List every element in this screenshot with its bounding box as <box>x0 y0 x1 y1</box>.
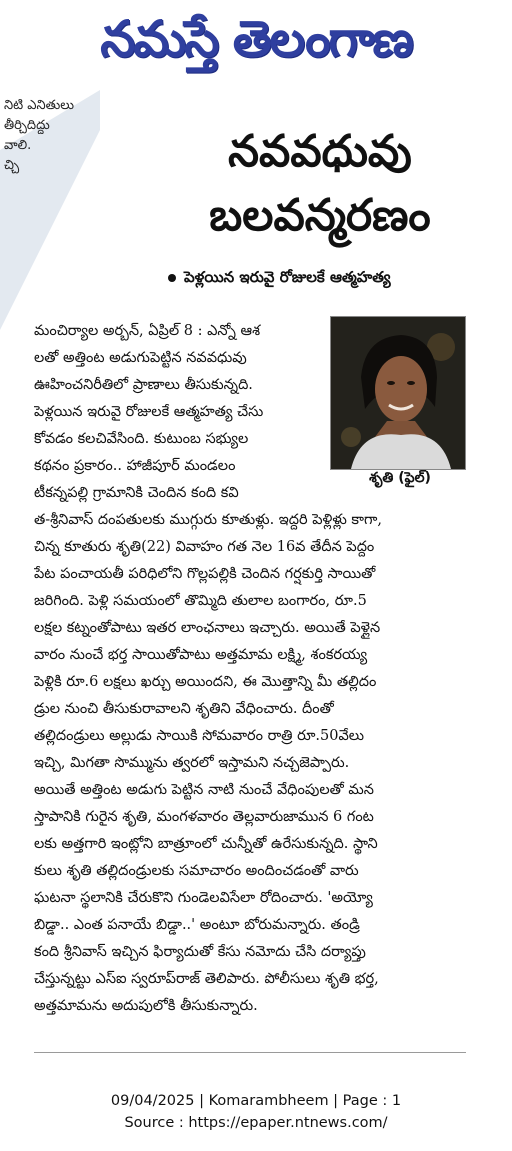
masthead <box>0 0 512 80</box>
fragment-line: నిటి ఎనితులు <box>4 98 74 113</box>
subhead-text: పెళ్లయిన ఇరువై రోజులకే ఆత్మహత్య <box>184 268 391 286</box>
body-line: కులు శృతి తల్లిదండ్రులకు సమాచారం అందించడంతో వారు <box>34 863 359 879</box>
footer-divider <box>34 1052 466 1053</box>
body-line: అయితే అత్తింట అడుగు పెట్టిన నాటి నుంచే వేధింపులతో మన <box>34 782 374 798</box>
body-line: చేస్తున్నట్టు ఎస్ఐ స్వరూప్‌రాజ్ తెలిపారు. పోలీసులు శృతి భర్త, <box>34 971 379 987</box>
newspaper-logo: నమస్తే తెలంగాణ <box>100 10 412 68</box>
previous-article-fragment <box>0 96 90 186</box>
body-line: డ్రుల నుంచి తీసుకురావాలని శృతిని వేధించారు. దీంతో <box>34 701 334 717</box>
body-line: మంచిర్యాల అర్బన్, ఏప్రిల్ 8 : ఎన్నో ఆశ <box>34 323 261 339</box>
article-subheadline <box>168 268 498 290</box>
article-headline <box>150 120 490 248</box>
fragment-line: తీర్చిదిద్దు <box>4 118 50 133</box>
body-line: త-శ్రీనివాస్ దంపతులకు ముగ్గురు కూతుళ్లు. ఇద్దరి పెళ్లిళ్లు కాగా, <box>34 512 382 528</box>
body-line: స్తాపానికి గురైన శృతి, మంగళవారం తెల్లవారుజామున 6 గంట <box>34 809 374 825</box>
footer-source: Source : https://epaper.ntnews.com/ <box>124 1115 388 1131</box>
body-line: బిడ్డా.. ఎంత పనాయే బిడ్డా..' అంటూ బోరుమన్నారు. తండ్రి <box>34 917 360 933</box>
body-line: కంది శ్రీనివాస్ ఇచ్చిన ఫిర్యాదుతో కేసు నమోదు చేసి దర్యాప్తు <box>34 944 366 960</box>
body-line: పెళ్లికి రూ.6 లక్షలు ఖర్చు అయిందని, ఈ మొత్తాన్ని మీ తల్లిదం <box>34 674 377 690</box>
fragment-line: చ్చి <box>4 158 20 173</box>
body-line: లకు అత్తగారి ఇంట్లోని బాత్రూంలో చున్నీతో ఉరేసుకున్నది. స్థాని <box>34 836 378 852</box>
fragment-line: వాలి. <box>4 138 32 153</box>
bullet-icon <box>168 274 176 282</box>
body-line: చిన్న కూతురు శృతి(22) వివాహం గత నెల 16వ తేదీన పెద్దం <box>34 539 375 555</box>
body-line: కథనం ప్రకారం.. హాజీపూర్ మండలం <box>34 458 236 474</box>
body-line: టీకన్నపల్లి గ్రామానికి చెందిన కంది కవి <box>34 485 239 501</box>
body-line: ఘటనా స్థలానికి చేరుకొని గుండెలవిసేలా రోదించారు. 'అయ్యో <box>34 890 373 906</box>
page-footer <box>0 1090 512 1134</box>
body-line: లతో అత్తింట అడుగుపెట్టిన నవవధువు <box>34 350 247 366</box>
footer-date-edition: 09/04/2025 | Komarambheem | Page : 1 <box>110 1093 402 1109</box>
article-body <box>34 318 466 1020</box>
photo-caption: శృతి (ఫైల్) <box>369 470 431 486</box>
body-line: ఊహించనిరీతిలో ప్రాణాలు తీసుకున్నది. <box>34 377 253 393</box>
body-line: కోవడం కలచివేసింది. కుటుంబ సభ్యుల <box>34 431 249 447</box>
headline-line: నవవధువు <box>228 126 412 177</box>
headline-line: బలవన్మరణం <box>209 190 431 241</box>
body-line: జరిగింది. పెళ్లి సమయంలో తొమ్మిది తులాల బంగారం, రూ.5 <box>34 593 367 609</box>
body-line: వారం నుంచే భర్త సాయితోపాటు అత్తమామ లక్ష్మి, శంకరయ్య <box>34 647 368 663</box>
body-line: అత్తమామను అదుపులోకి తీసుకున్నారు. <box>34 998 258 1014</box>
body-line: పేట పంచాయతీ పరిధిలోని గొల్లపల్లికి చెందిన గర్షకుర్తి సాయితో <box>34 566 376 582</box>
body-line: ఇచ్చి, మిగతా సొమ్మును త్వరలో ఇస్తామని నచ్చజెప్పారు. <box>34 755 350 771</box>
body-line: లక్షల కట్నంతోపాటు ఇతర లాంఛనాలు ఇచ్చారు. అయితే పెళ్లైన <box>34 620 381 636</box>
body-line: తల్లిదండ్రులు అల్లుడు సాయికి సోమవారం రాత్రి రూ.50వేలు <box>34 728 365 744</box>
body-line: పెళ్లయిన ఇరువై రోజులకే ఆత్మహత్య చేసు <box>34 404 264 420</box>
